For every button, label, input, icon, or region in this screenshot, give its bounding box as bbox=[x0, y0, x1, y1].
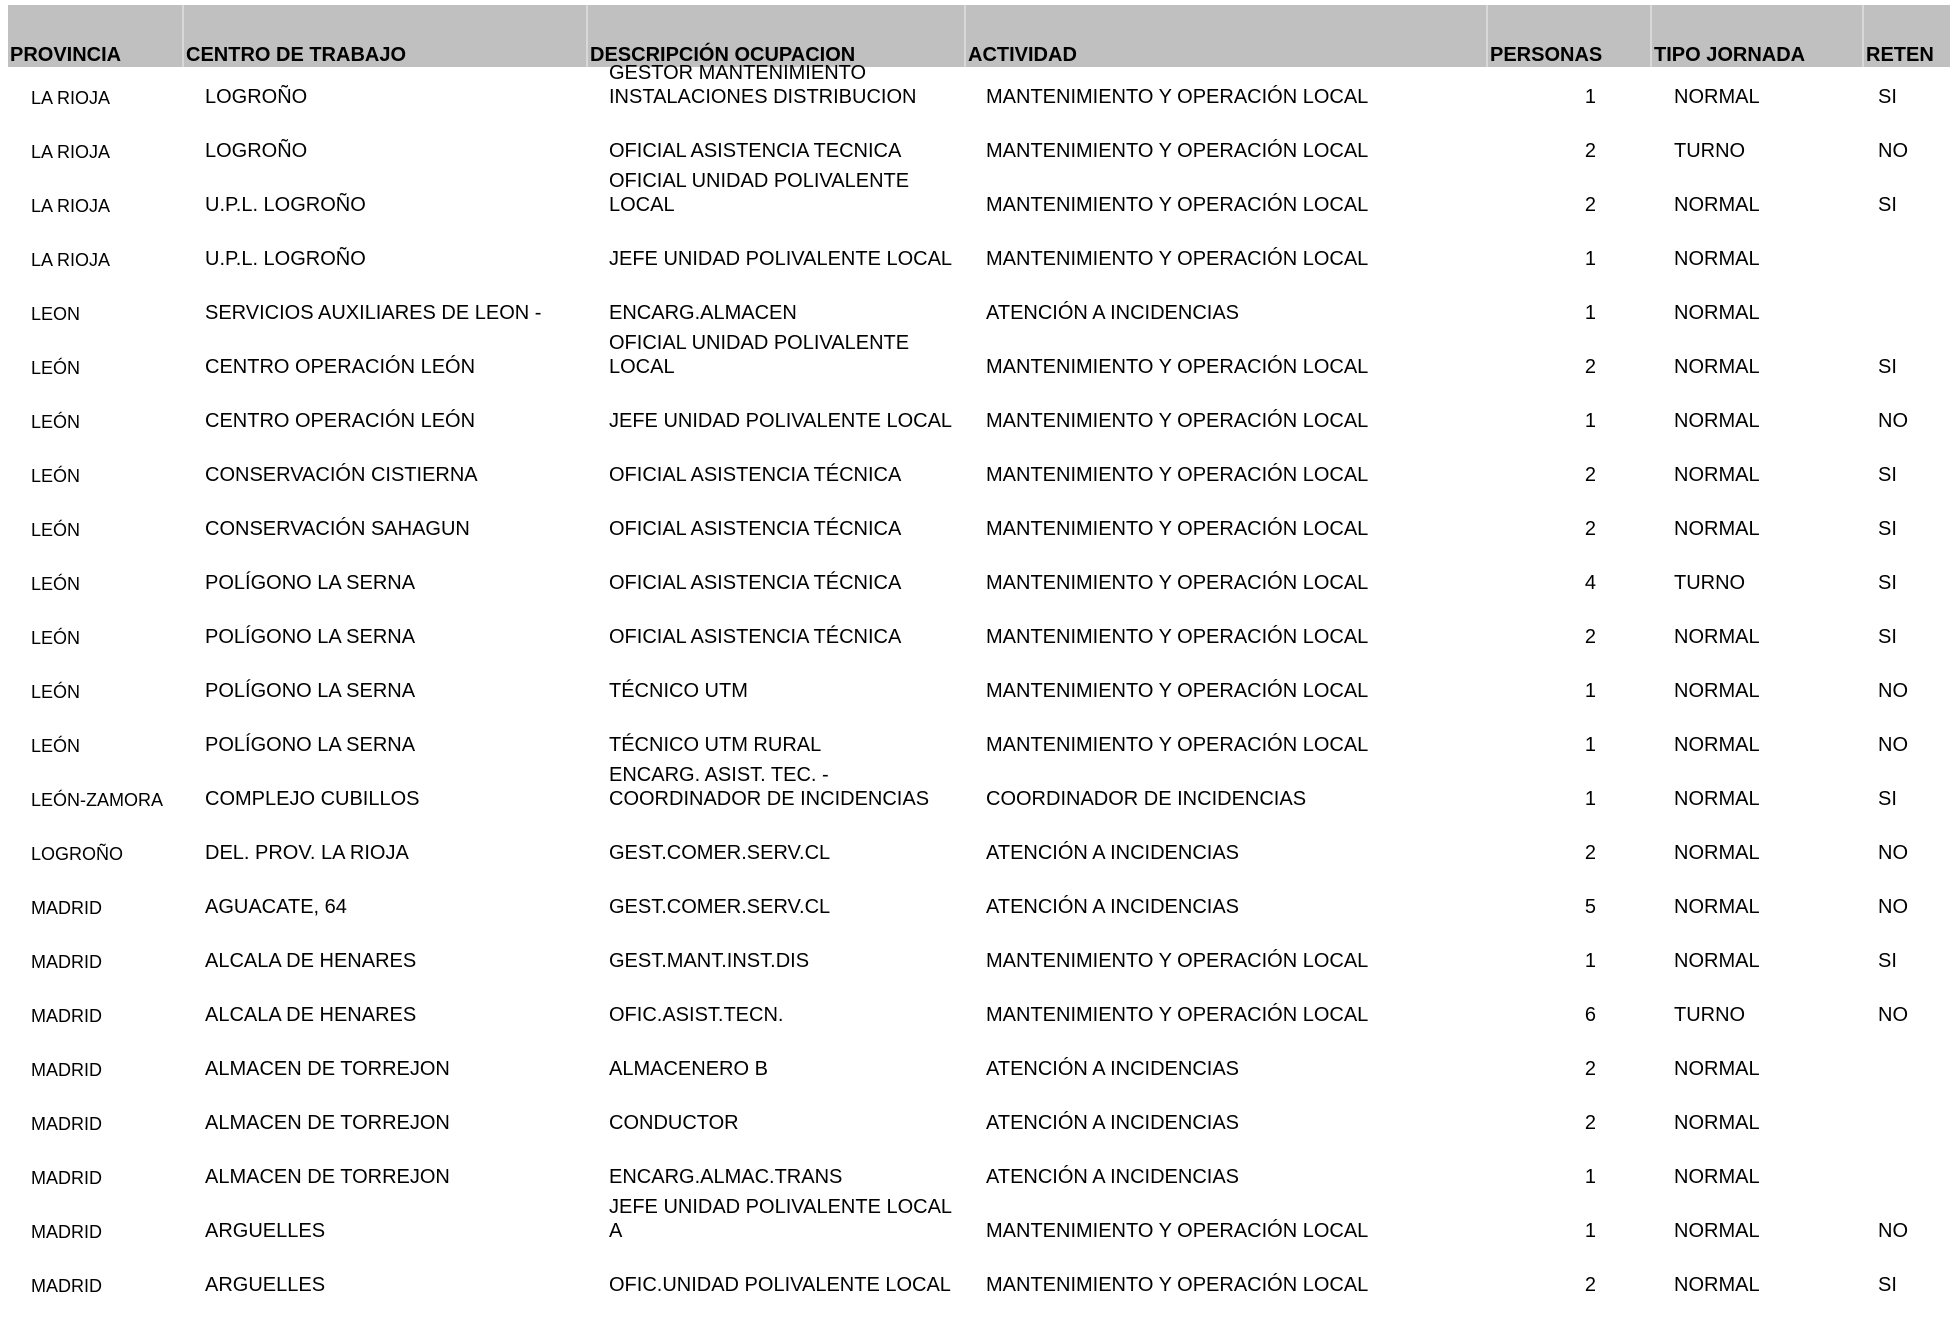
cell-descripcion-ocupacion bbox=[609, 876, 830, 930]
cell-actividad: MANTENIMIENTO Y OPERACIÓN LOCAL bbox=[986, 1220, 1369, 1242]
descripcion-line-2: LOCAL bbox=[609, 194, 675, 216]
cell-descripcion-ocupacion bbox=[609, 984, 783, 1038]
table-header bbox=[8, 5, 1950, 67]
cell-provincia: MADRID bbox=[31, 1114, 102, 1134]
cell-descripcion-ocupacion bbox=[609, 764, 930, 822]
cell-actividad: MANTENIMIENTO Y OPERACIÓN LOCAL bbox=[986, 410, 1369, 432]
cell-actividad: MANTENIMIENTO Y OPERACIÓN LOCAL bbox=[986, 464, 1369, 486]
descripcion-line-1: OFICIAL UNIDAD POLIVALENTE bbox=[609, 170, 910, 192]
cell-personas: 1 bbox=[1584, 950, 1596, 972]
cell-tipo-jornada: NORMAL bbox=[1674, 1274, 1760, 1296]
table-row bbox=[0, 660, 1958, 714]
cell-descripcion-ocupacion bbox=[609, 390, 952, 444]
descripcion-line-2: ALMACENERO B bbox=[609, 1058, 768, 1080]
cell-reten: NO bbox=[1878, 842, 1908, 864]
cell-tipo-jornada: NORMAL bbox=[1674, 788, 1760, 810]
cell-descripcion-ocupacion bbox=[609, 1196, 953, 1254]
cell-personas: 6 bbox=[1584, 1004, 1596, 1026]
cell-reten: SI bbox=[1878, 626, 1897, 648]
cell-descripcion-ocupacion bbox=[609, 1254, 951, 1308]
cell-reten: SI bbox=[1878, 572, 1897, 594]
cell-personas: 2 bbox=[1584, 1274, 1596, 1296]
cell-personas: 4 bbox=[1584, 572, 1596, 594]
descripcion-line-2: INSTALACIONES DISTRIBUCION bbox=[609, 86, 917, 108]
cell-centro-de-trabajo: CONSERVACIÓN SAHAGUN bbox=[205, 518, 470, 540]
cell-tipo-jornada: NORMAL bbox=[1674, 410, 1760, 432]
cell-centro-de-trabajo: DEL. PROV. LA RIOJA bbox=[205, 842, 409, 864]
table-row bbox=[0, 120, 1958, 174]
cell-personas: 2 bbox=[1584, 518, 1596, 540]
cell-descripcion-ocupacion bbox=[609, 552, 901, 606]
cell-descripcion-ocupacion bbox=[609, 930, 809, 984]
cell-tipo-jornada: NORMAL bbox=[1674, 1112, 1760, 1134]
cell-centro-de-trabajo: ARGUELLES bbox=[205, 1220, 326, 1242]
table-row bbox=[0, 498, 1958, 552]
header-descripcion-ocupacion: DESCRIPCIÓN OCUPACION bbox=[586, 5, 964, 67]
cell-provincia: MADRID bbox=[31, 952, 102, 972]
cell-actividad: ATENCIÓN A INCIDENCIAS bbox=[986, 1166, 1240, 1188]
cell-centro-de-trabajo: ALMACEN DE TORREJON bbox=[205, 1166, 450, 1188]
cell-centro-de-trabajo: CENTRO OPERACIÓN LEÓN bbox=[205, 356, 476, 378]
cell-actividad: ATENCIÓN A INCIDENCIAS bbox=[986, 302, 1240, 324]
table-row bbox=[0, 552, 1958, 606]
cell-centro-de-trabajo: ALCALA DE HENARES bbox=[205, 1004, 417, 1026]
descripcion-line-2: OFICIAL ASISTENCIA TÉCNICA bbox=[609, 518, 902, 540]
header-tipo-jornada: TIPO JORNADA bbox=[1650, 5, 1862, 67]
cell-actividad: MANTENIMIENTO Y OPERACIÓN LOCAL bbox=[986, 572, 1369, 594]
cell-reten: SI bbox=[1878, 950, 1897, 972]
header-centro-de-trabajo: CENTRO DE TRABAJO bbox=[182, 5, 586, 67]
header-provincia: PROVINCIA bbox=[10, 44, 122, 66]
cell-provincia: LA RIOJA bbox=[31, 88, 111, 108]
table-row bbox=[0, 822, 1958, 876]
cell-descripcion-ocupacion bbox=[609, 606, 901, 660]
table-row bbox=[0, 1146, 1958, 1200]
cell-centro-de-trabajo: U.P.L. LOGROÑO bbox=[205, 248, 366, 270]
table-row bbox=[0, 714, 1958, 768]
cell-tipo-jornada: NORMAL bbox=[1674, 302, 1760, 324]
cell-personas: 1 bbox=[1584, 86, 1596, 108]
cell-centro-de-trabajo: POLÍGONO LA SERNA bbox=[205, 680, 416, 702]
cell-personas: 2 bbox=[1584, 140, 1596, 162]
cell-personas: 2 bbox=[1584, 1058, 1596, 1080]
cell-centro-de-trabajo: COMPLEJO CUBILLOS bbox=[205, 788, 420, 810]
cell-provincia: LEÓN bbox=[31, 682, 81, 702]
cell-provincia: LEÓN bbox=[31, 466, 81, 486]
cell-reten: SI bbox=[1878, 464, 1897, 486]
descripcion-line-1: ENCARG. ASIST. TEC. - bbox=[609, 764, 829, 786]
table-row bbox=[0, 1196, 1958, 1254]
cell-provincia: MADRID bbox=[31, 898, 102, 918]
cell-tipo-jornada: NORMAL bbox=[1674, 680, 1760, 702]
cell-descripcion-ocupacion bbox=[609, 62, 917, 120]
cell-centro-de-trabajo: ALMACEN DE TORREJON bbox=[205, 1058, 450, 1080]
cell-actividad: MANTENIMIENTO Y OPERACIÓN LOCAL bbox=[986, 680, 1369, 702]
table-body bbox=[0, 62, 1958, 1308]
cell-tipo-jornada: NORMAL bbox=[1674, 1058, 1760, 1080]
descripcion-line-1: OFICIAL UNIDAD POLIVALENTE bbox=[609, 332, 910, 354]
cell-personas: 1 bbox=[1584, 1166, 1596, 1188]
cell-descripcion-ocupacion bbox=[609, 332, 910, 390]
cell-centro-de-trabajo: CENTRO OPERACIÓN LEÓN bbox=[205, 410, 476, 432]
cell-actividad: ATENCIÓN A INCIDENCIAS bbox=[986, 842, 1240, 864]
table-row bbox=[0, 228, 1958, 282]
table-row bbox=[0, 606, 1958, 660]
cell-tipo-jornada: NORMAL bbox=[1674, 518, 1760, 540]
cell-personas: 1 bbox=[1584, 788, 1596, 810]
cell-centro-de-trabajo: POLÍGONO LA SERNA bbox=[205, 734, 416, 756]
cell-tipo-jornada: NORMAL bbox=[1674, 1166, 1760, 1188]
table-row bbox=[0, 62, 1958, 120]
cell-provincia: MADRID bbox=[31, 1060, 102, 1080]
cell-reten: SI bbox=[1878, 86, 1897, 108]
descripcion-line-1: JEFE UNIDAD POLIVALENTE LOCAL bbox=[609, 1196, 953, 1218]
cell-personas: 1 bbox=[1584, 248, 1596, 270]
cell-centro-de-trabajo: CONSERVACIÓN CISTIERNA bbox=[205, 464, 478, 486]
cell-reten: NO bbox=[1878, 140, 1908, 162]
cell-tipo-jornada: TURNO bbox=[1674, 572, 1746, 594]
cell-tipo-jornada: TURNO bbox=[1674, 140, 1746, 162]
cell-actividad: MANTENIMIENTO Y OPERACIÓN LOCAL bbox=[986, 248, 1369, 270]
cell-descripcion-ocupacion bbox=[609, 444, 901, 498]
cell-provincia: LA RIOJA bbox=[31, 142, 111, 162]
cell-centro-de-trabajo: POLÍGONO LA SERNA bbox=[205, 572, 416, 594]
cell-tipo-jornada: NORMAL bbox=[1674, 464, 1760, 486]
table-row bbox=[0, 170, 1958, 228]
cell-actividad: MANTENIMIENTO Y OPERACIÓN LOCAL bbox=[986, 1274, 1369, 1296]
cell-tipo-jornada: NORMAL bbox=[1674, 950, 1760, 972]
table-row bbox=[0, 332, 1958, 390]
table-row bbox=[0, 1092, 1958, 1146]
cell-actividad: MANTENIMIENTO Y OPERACIÓN LOCAL bbox=[986, 518, 1369, 540]
header-personas: PERSONAS bbox=[1486, 5, 1650, 67]
cell-reten: SI bbox=[1878, 788, 1897, 810]
cell-centro-de-trabajo: SERVICIOS AUXILIARES DE LEON - bbox=[205, 302, 542, 324]
cell-personas: 2 bbox=[1584, 626, 1596, 648]
table-row bbox=[0, 984, 1958, 1038]
descripcion-line-2: LOCAL bbox=[609, 356, 675, 378]
descripcion-line-2: OFICIAL ASISTENCIA TÉCNICA bbox=[609, 464, 902, 486]
cell-descripcion-ocupacion bbox=[609, 120, 901, 174]
cell-provincia: LEÓN bbox=[31, 736, 81, 756]
cell-provincia: LA RIOJA bbox=[31, 196, 111, 216]
table-row bbox=[0, 764, 1958, 822]
cell-actividad: ATENCIÓN A INCIDENCIAS bbox=[986, 896, 1240, 918]
cell-provincia: LEON bbox=[31, 304, 81, 324]
cell-descripcion-ocupacion bbox=[609, 1146, 842, 1200]
descripcion-line-2: OFIC.UNIDAD POLIVALENTE LOCAL bbox=[609, 1274, 951, 1296]
cell-personas: 2 bbox=[1584, 356, 1596, 378]
cell-actividad: MANTENIMIENTO Y OPERACIÓN LOCAL bbox=[986, 356, 1369, 378]
cell-reten: NO bbox=[1878, 1004, 1908, 1026]
cell-reten: SI bbox=[1878, 518, 1897, 540]
descripcion-line-2: JEFE UNIDAD POLIVALENTE LOCAL bbox=[609, 410, 953, 432]
cell-centro-de-trabajo: ALCALA DE HENARES bbox=[205, 950, 417, 972]
cell-reten: SI bbox=[1878, 194, 1897, 216]
descripcion-line-2: COORDINADOR DE INCIDENCIAS bbox=[609, 788, 930, 810]
descripcion-line-2: JEFE UNIDAD POLIVALENTE LOCAL bbox=[609, 248, 953, 270]
cell-tipo-jornada: NORMAL bbox=[1674, 734, 1760, 756]
cell-provincia: LEÓN-ZAMORA bbox=[31, 790, 164, 810]
cell-centro-de-trabajo: POLÍGONO LA SERNA bbox=[205, 626, 416, 648]
cell-actividad: ATENCIÓN A INCIDENCIAS bbox=[986, 1058, 1240, 1080]
cell-descripcion-ocupacion bbox=[609, 714, 821, 768]
cell-descripcion-ocupacion bbox=[609, 1038, 768, 1092]
cell-reten: NO bbox=[1878, 1220, 1908, 1242]
cell-personas: 1 bbox=[1584, 302, 1596, 324]
cell-personas: 1 bbox=[1584, 734, 1596, 756]
cell-tipo-jornada: NORMAL bbox=[1674, 356, 1760, 378]
cell-tipo-jornada: NORMAL bbox=[1674, 842, 1760, 864]
cell-centro-de-trabajo: ALMACEN DE TORREJON bbox=[205, 1112, 450, 1134]
descripcion-line-2: TÉCNICO UTM bbox=[609, 680, 748, 702]
table-row bbox=[0, 444, 1958, 498]
cell-personas: 2 bbox=[1584, 1112, 1596, 1134]
cell-personas: 2 bbox=[1584, 194, 1596, 216]
cell-actividad: MANTENIMIENTO Y OPERACIÓN LOCAL bbox=[986, 626, 1369, 648]
cell-provincia: LOGROÑO bbox=[31, 844, 124, 864]
descripcion-line-2: OFIC.ASIST.TECN. bbox=[609, 1004, 784, 1026]
descripcion-line-2: A bbox=[609, 1220, 623, 1242]
cell-provincia: MADRID bbox=[31, 1006, 102, 1026]
header-reten: RETEN bbox=[1862, 5, 1950, 67]
cell-actividad: COORDINADOR DE INCIDENCIAS bbox=[986, 788, 1307, 810]
cell-personas: 5 bbox=[1584, 896, 1596, 918]
cell-provincia: LA RIOJA bbox=[31, 250, 111, 270]
descripcion-line-2: OFICIAL ASISTENCIA TÉCNICA bbox=[609, 626, 902, 648]
table-row bbox=[0, 930, 1958, 984]
cell-actividad: MANTENIMIENTO Y OPERACIÓN LOCAL bbox=[986, 950, 1369, 972]
cell-actividad: MANTENIMIENTO Y OPERACIÓN LOCAL bbox=[986, 194, 1369, 216]
cell-provincia: MADRID bbox=[31, 1168, 102, 1188]
cell-actividad: ATENCIÓN A INCIDENCIAS bbox=[986, 1112, 1240, 1134]
cell-centro-de-trabajo: ARGUELLES bbox=[205, 1274, 326, 1296]
cell-tipo-jornada: NORMAL bbox=[1674, 896, 1760, 918]
cell-actividad: MANTENIMIENTO Y OPERACIÓN LOCAL bbox=[986, 1004, 1369, 1026]
cell-provincia: MADRID bbox=[31, 1276, 102, 1296]
cell-tipo-jornada: TURNO bbox=[1674, 1004, 1746, 1026]
descripcion-line-2: ENCARG.ALMAC.TRANS bbox=[609, 1166, 843, 1188]
cell-tipo-jornada: NORMAL bbox=[1674, 626, 1760, 648]
cell-personas: 1 bbox=[1584, 1220, 1596, 1242]
cell-actividad: MANTENIMIENTO Y OPERACIÓN LOCAL bbox=[986, 86, 1369, 108]
cell-descripcion-ocupacion bbox=[609, 660, 748, 714]
table-row bbox=[0, 390, 1958, 444]
cell-centro-de-trabajo: LOGROÑO bbox=[205, 140, 308, 162]
cell-reten: NO bbox=[1878, 410, 1908, 432]
cell-tipo-jornada: NORMAL bbox=[1674, 86, 1760, 108]
cell-descripcion-ocupacion bbox=[609, 282, 797, 336]
descripcion-line-2: CONDUCTOR bbox=[609, 1112, 739, 1134]
cell-provincia: LEÓN bbox=[31, 358, 81, 378]
descripcion-line-2: GEST.MANT.INST.DIS bbox=[609, 950, 810, 972]
cell-provincia: LEÓN bbox=[31, 574, 81, 594]
cell-personas: 1 bbox=[1584, 410, 1596, 432]
cell-reten: SI bbox=[1878, 1274, 1897, 1296]
table-row bbox=[0, 876, 1958, 930]
cell-personas: 2 bbox=[1584, 842, 1596, 864]
table-row bbox=[0, 282, 1958, 336]
table-row bbox=[0, 1038, 1958, 1092]
descripcion-line-2: GEST.COMER.SERV.CL bbox=[609, 896, 831, 918]
cell-provincia: LEÓN bbox=[31, 628, 81, 648]
cell-personas: 1 bbox=[1584, 680, 1596, 702]
cell-reten: NO bbox=[1878, 680, 1908, 702]
descripcion-line-2: TÉCNICO UTM RURAL bbox=[609, 734, 822, 756]
cell-provincia: LEÓN bbox=[31, 520, 81, 540]
descripcion-line-1: GESTOR MANTENIMIENTO bbox=[609, 62, 867, 84]
cell-reten: SI bbox=[1878, 356, 1897, 378]
cell-actividad: MANTENIMIENTO Y OPERACIÓN LOCAL bbox=[986, 734, 1369, 756]
descripcion-line-2: OFICIAL ASISTENCIA TECNICA bbox=[609, 140, 902, 162]
cell-provincia: LEÓN bbox=[31, 412, 81, 432]
cell-descripcion-ocupacion bbox=[609, 822, 830, 876]
cell-centro-de-trabajo: U.P.L. LOGROÑO bbox=[205, 194, 366, 216]
descripcion-line-2: OFICIAL ASISTENCIA TÉCNICA bbox=[609, 572, 902, 594]
cell-descripcion-ocupacion bbox=[609, 498, 901, 552]
cell-personas: 2 bbox=[1584, 464, 1596, 486]
cell-descripcion-ocupacion bbox=[609, 170, 910, 228]
table-row bbox=[0, 1254, 1958, 1308]
cell-provincia: MADRID bbox=[31, 1222, 102, 1242]
cell-centro-de-trabajo: LOGROÑO bbox=[205, 86, 308, 108]
cell-reten: NO bbox=[1878, 896, 1908, 918]
cell-centro-de-trabajo: AGUACATE, 64 bbox=[205, 896, 347, 918]
descripcion-line-2: ENCARG.ALMACEN bbox=[609, 302, 797, 324]
descripcion-line-2: GEST.COMER.SERV.CL bbox=[609, 842, 831, 864]
cell-descripcion-ocupacion bbox=[609, 1092, 739, 1146]
cell-actividad: MANTENIMIENTO Y OPERACIÓN LOCAL bbox=[986, 140, 1369, 162]
cell-tipo-jornada: NORMAL bbox=[1674, 1220, 1760, 1242]
cell-descripcion-ocupacion bbox=[609, 228, 952, 282]
header-actividad: ACTIVIDAD bbox=[964, 5, 1486, 67]
cell-reten: NO bbox=[1878, 734, 1908, 756]
cell-tipo-jornada: NORMAL bbox=[1674, 248, 1760, 270]
cell-tipo-jornada: NORMAL bbox=[1674, 194, 1760, 216]
